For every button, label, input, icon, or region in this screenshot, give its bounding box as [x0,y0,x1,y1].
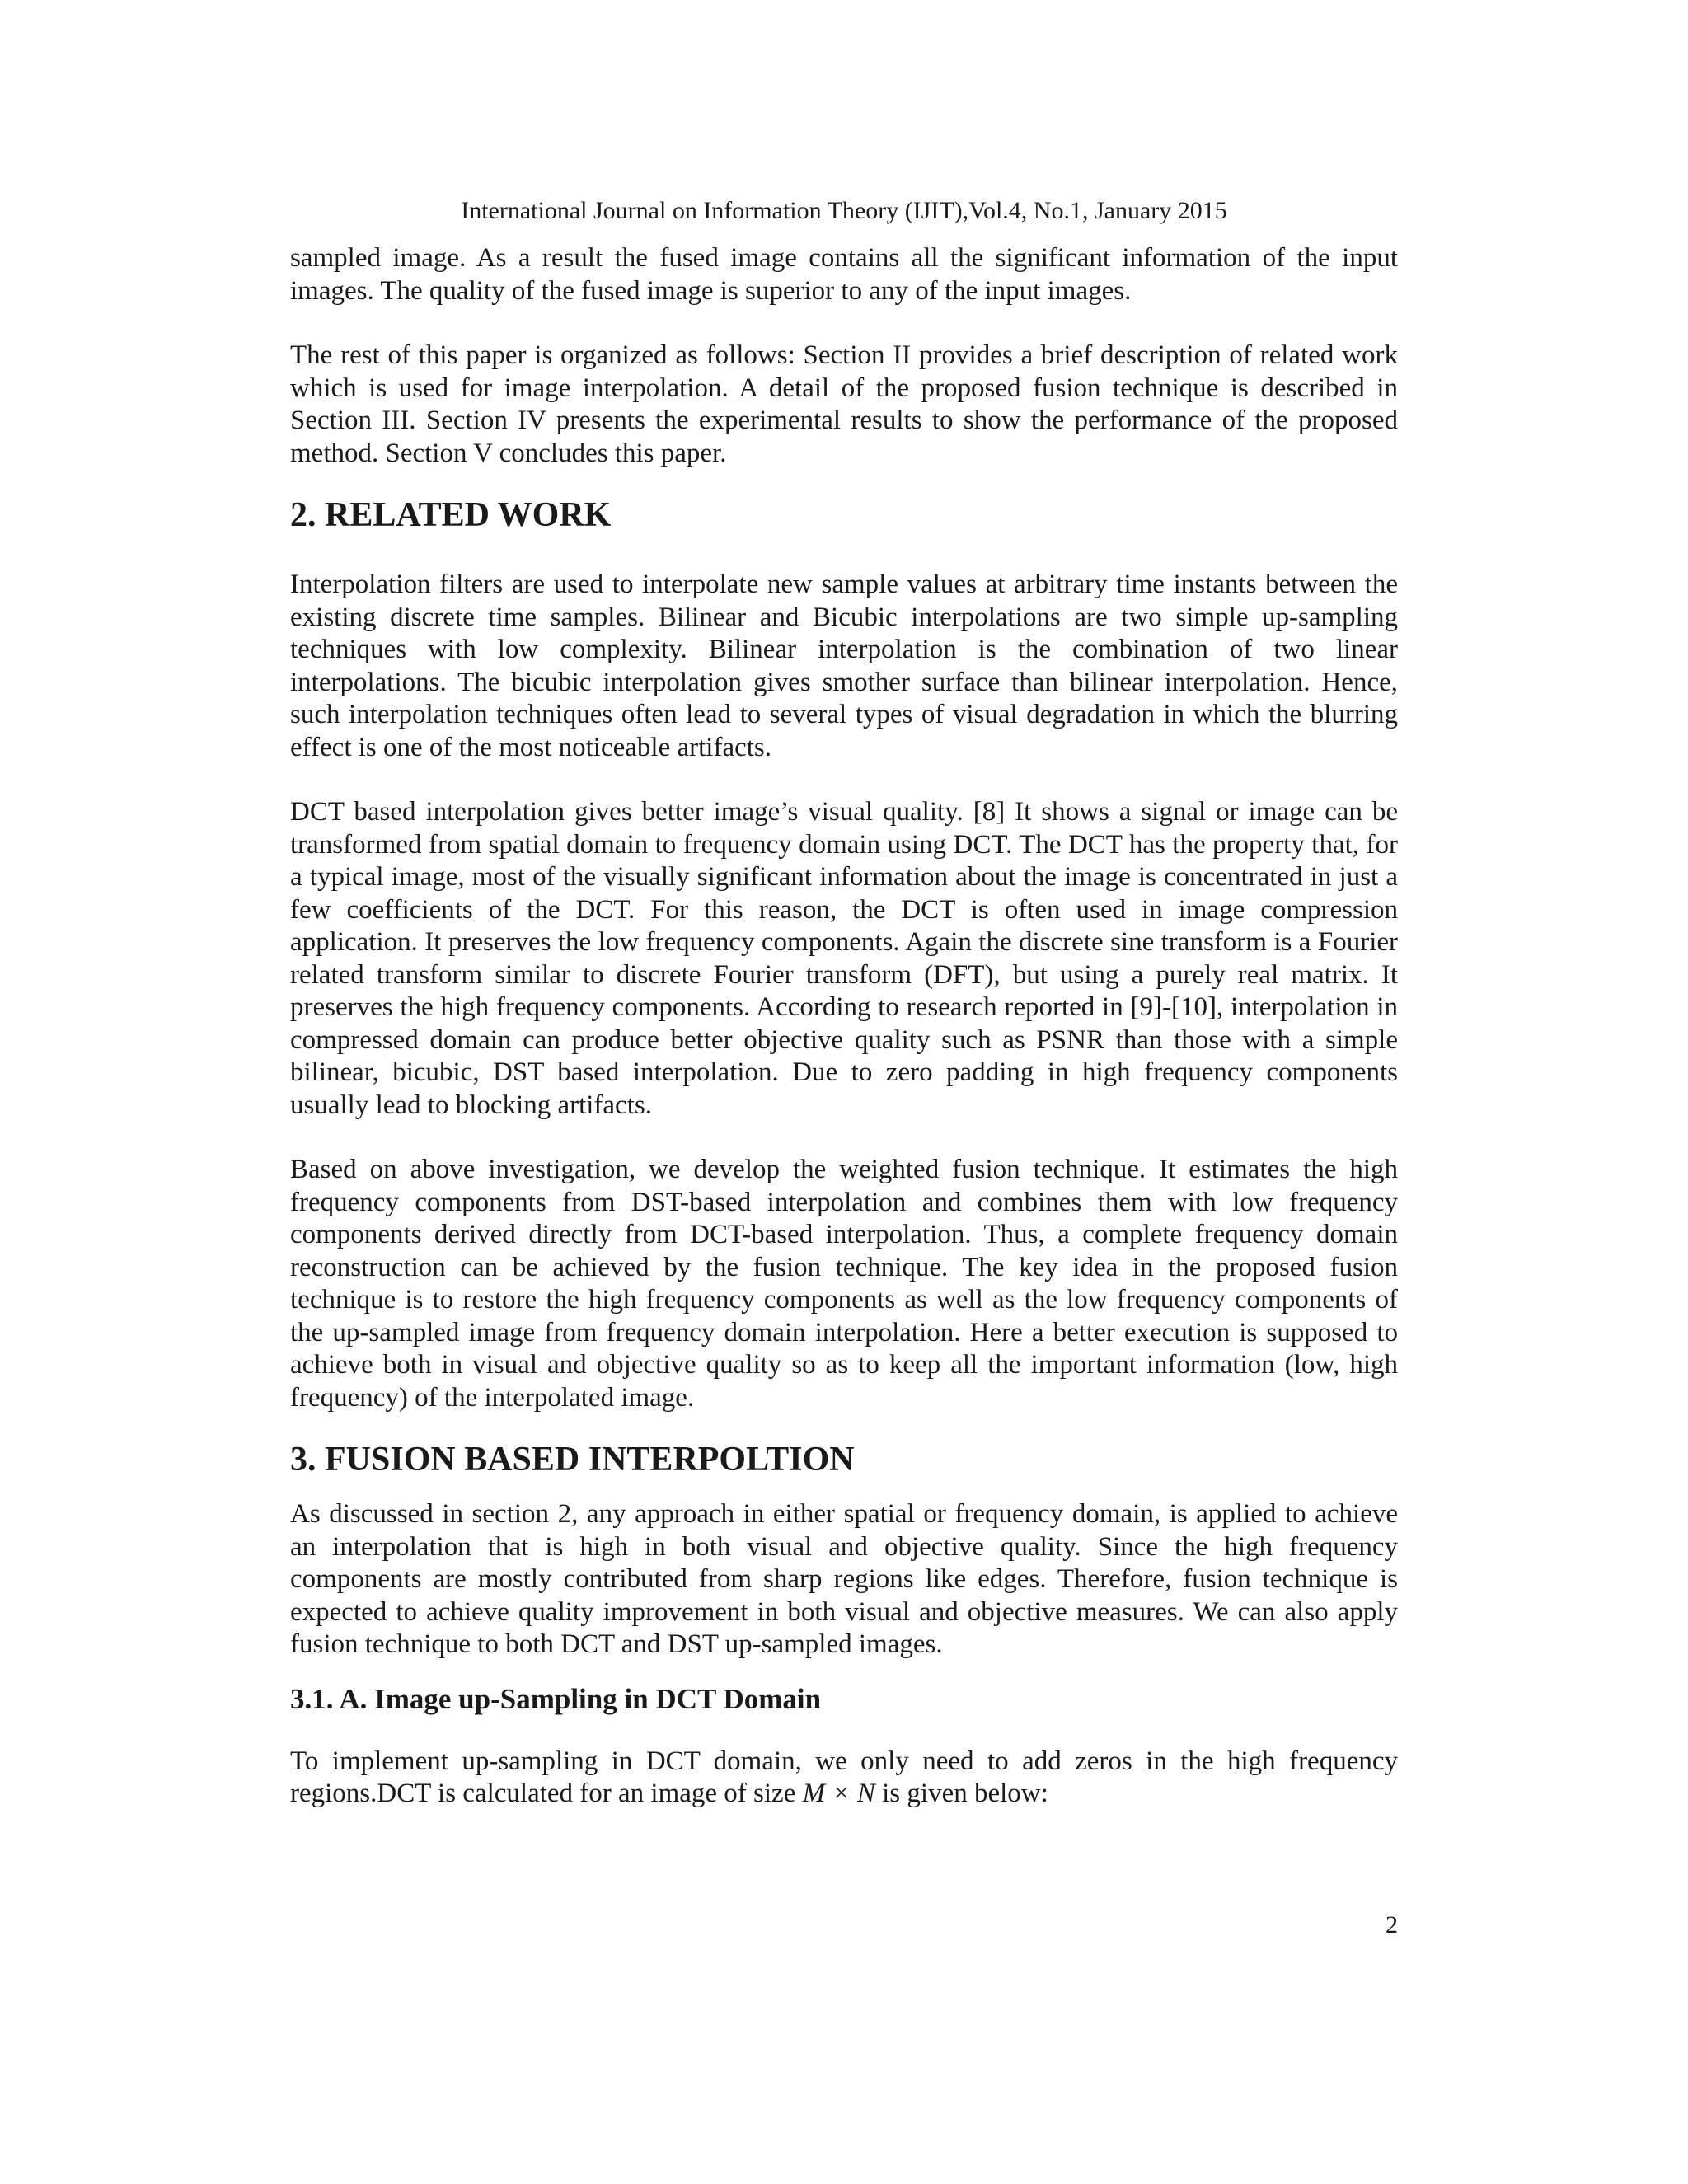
matrix-size-math: M × N [802,1779,875,1808]
intro-continuation-paragraph: sampled image. As a result the fused image contains all the significant information of the input images. The quality of the fused image is superior to any of the input images. [290,243,1398,306]
section-2-heading: 2. RELATED WORK [290,496,612,534]
section-2-paragraph-2: DCT based interpolation gives better image’s visual quality. [8] It shows a signal or image can be transformed from spatial domain to frequency domain using DCT. The DCT has the property that, for a typical image, most of the visually significant information about the image is concentrated in just a few coefficients of the DCT. For this reason, the DCT is often used in image compression application. It preserves the low frequency components. Again the discrete sine transform is a Fourier related transform similar to discrete Fourier transform (DFT), but using a purely real matrix. It preserves the high frequency components. According to research reported in [9]-[10], interpolation in compressed domain can produce better objective quality such as PSNR than those with a simple bilinear, bicubic, DST based interpolation. Due to zero padding in high frequency components usually lead to blocking artifacts. [290,797,1398,1120]
paper-body [290,242,1398,1811]
section-2-paragraph-1: Interpolation filters are used to interpolate new sample values at arbitrary time instants between the existing discrete time samples. Bilinear and Bicubic interpolations are two simple up-sampling techniques with low complexity. Bilinear interpolation is the combination of two linear interpolations. The bicubic interpolation gives smother surface than bilinear interpolation. Hence, such interpolation techniques often lead to several types of visual degradation in which the blurring effect is one of the most noticeable artifacts. [290,569,1398,762]
page-number: 2 [1386,1911,1398,1938]
section-3-heading: 3. FUSION BASED INTERPOLTION [290,1441,855,1479]
journal-header: International Journal on Information Theory (IJIT),Vol.4, No.1, January 2015 [461,197,1227,224]
section-3-paragraph: As discussed in section 2, any approach in either spatial or frequency domain, is applied to achieve an interpolation that is high in both visual and objective quality. Since the high frequency components are mostly contributed from sharp regions like edges. Therefore, fusion technique is expected to achieve quality improvement in both visual and objective measures. We can also apply fusion technique to both DCT and DST up-sampled images. [290,1499,1398,1659]
subsection-3-1-heading: 3.1. A. Image up-Sampling in DCT Domain [290,1682,822,1715]
subsection-3-1-text-after-math: is given below: [874,1779,1048,1808]
organization-paragraph: The rest of this paper is organized as follows: Section II provides a brief description of related work which is used for image interpolation. A detail of the proposed fusion technique is described in Section III. Section IV presents the experimental results to show the performance of the proposed method. Section V concludes this paper. [290,340,1398,468]
section-2-paragraph-3: Based on above investigation, we develop the weighted fusion technique. It estimates the high frequency components from DST-based interpolation and combines them with low frequency components derived directly from DCT-based interpolation. Thus, a complete frequency domain reconstruction can be achieved by the fusion technique. The key idea in the proposed fusion technique is to restore the high frequency components as well as the low frequency components of the up-sampled image from frequency domain interpolation. Here a better execution is supposed to achieve both in visual and objective quality so as to keep all the important information (low, high frequency) of the interpolated image. [290,1155,1398,1413]
subsection-3-1-paragraph [290,1746,1398,1811]
subsection-3-1-text-before-math: To implement up-sampling in DCT domain, we only need to add zeros in the high frequency regions.DCT is calculated for an image of size [290,1746,1398,1808]
